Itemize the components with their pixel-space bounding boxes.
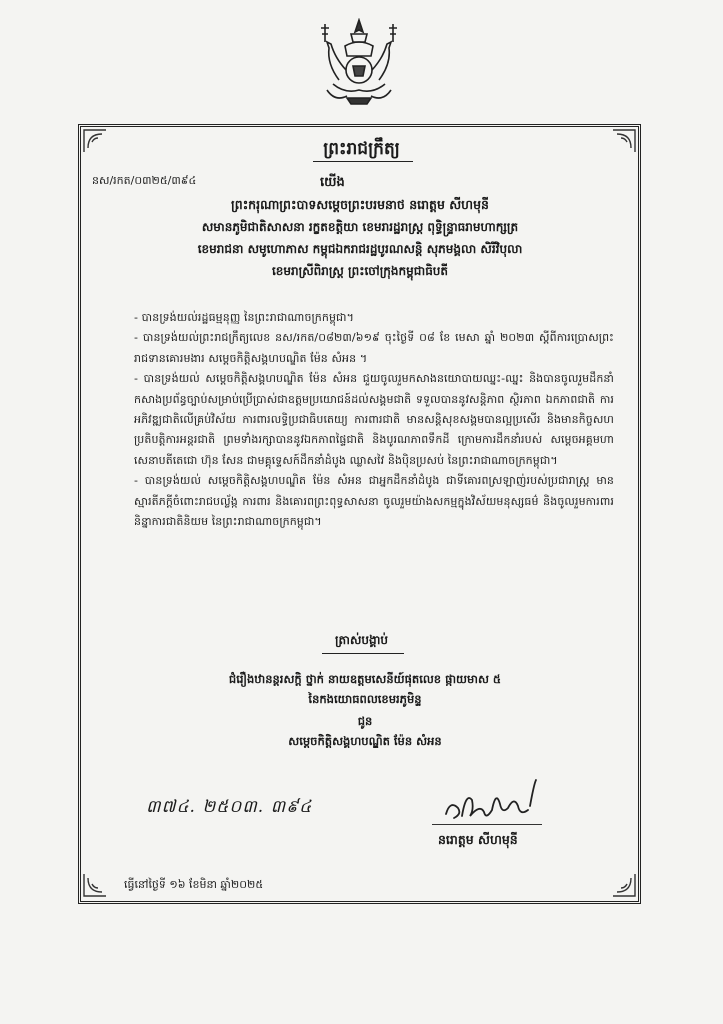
award-line-4: សម្តេចកិត្តិសង្គហបណ្ឌិត ម៉ែន សំអន: [288, 734, 442, 748]
decree-heading: ត្រាស់បង្គាប់: [334, 633, 389, 647]
consideration-item: - បានទ្រង់យល់ព្រះរាជក្រឹត្យលេខ នស/រកត/០៨២៣/៦១៩ ចុះថ្ងៃទី ០៨ ខែ មេសា ឆ្នាំ ២០២៣ ស្តីពីការប្រោសព្រះរាជទានគោរមងារ សម្តេចកិត្តិសង្គហបណ្ឌិត ម៉ែន សំអន ។: [134, 331, 614, 365]
royal-signature: [440, 770, 550, 830]
document-title: ព្រះរាជក្រឹត្យ: [323, 139, 400, 159]
royal-title-line-2: សមានភូមិជាតិសាសនា រក្ខតខត្តិយា ខេមរារដ្ឋរាស្ត្រ ពុទ្ធិន្ទ្រាធរាមហាក្សត្រ: [201, 220, 519, 234]
royal-title-line-3: ខេមរាជនា សមូហោភាស កម្ពុជឯករាជរដ្ឋបូរណសន្តិ សុភមង្គលា សិរីវិបុលា: [197, 242, 523, 256]
award-line-1: ជំរឿងឋានន្តរសក្តិ ថ្នាក់ នាយឧត្តមសេនីយ៍ផុតលេខ ផ្កាយមាស ៥: [228, 672, 502, 686]
consideration-item: - បានទ្រង់យល់ សម្តេចកិត្តិសង្គហបណ្ឌិត ម៉ែន សំអន ជាអ្នកដឹកនាំដំបូង ជាទីគោរពស្រឡាញ់របស់ប្រជារាស្ត្រ មានស្មារតីភក្តីចំពោះរាជបល្ល័ង្ក ការពារ និងគោរពព្រះពុទ្ធសាសនា ចូលរួមយ៉ាងសកម្មក្នុងវិស័យមនុស្សធម៌ និងចូលរួមការពារនិន្នាការជាតិនិយម នៃព្រះរាជាណាចក្រកម្ពុជា។: [134, 474, 614, 529]
royal-title-line-4: ខេមរាស្រីពិរាស្ត្រ ព្រះចៅក្រុងកម្ពុជាធិបតី: [271, 264, 449, 278]
award-line-3: ជូន: [357, 714, 373, 728]
signature-line: [432, 824, 542, 825]
title-underline: [313, 161, 413, 162]
royal-emblem-icon: [317, 18, 401, 106]
consideration-item: - បានទ្រង់យល់ សម្តេចកិត្តិសង្គហបណ្ឌិត ម៉ែន សំអន ជួយចូលរួមកសាងនយោបាយឈ្នះ-ឈ្នះ និងបានចូលរួមដឹកនាំកសាងប្រព័ន្ធច្បាប់សម្រាប់ប្រើប្រាស់ជាឧត្តមប្រយោជន៍ដល់សង្គមជាតិ ទទួលបាននូវសន្តិភាព ស្ថិរភាព ឯកភាពជាតិ ការអភិវឌ្ឍជាតិលើគ្រប់វិស័យ ការពារលទ្ធិប្រជាធិបតេយ្យ ការពារជាតិ មានសន្តិសុខសង្គមបានល្អប្រសើរ និងមានកិច្ចសហប្រតិបត្តិការអន្តរជាតិ ព្រមទាំងរក្សាបាននូវឯកភាពផ្ទៃជាតិ និងបូរណភាពទឹកដី ក្រោមការដឹកនាំរបស់ សម្តេចអគ្គមហាសេនាបតីតេជោ ហ៊ុន សែន ជាមគ្គុទ្ទេសក៍ដឹកនាំដំបូង ឈ្លាសវៃ និងប៉ិនប្រសប់ នៃព្រះរាជាណាចក្រកម្ពុជា។: [134, 372, 614, 467]
handwritten-date: ៣៧៤. ២៥០៣. ៣៩៤: [146, 797, 313, 817]
signer-name: នរោត្តម សីហមុនី: [438, 832, 518, 847]
corner-ornament-icon: [611, 872, 637, 898]
yeung-heading: យើង: [320, 175, 345, 190]
award-line-2: នៃកងយោធពលខេមរភូមិន្ទ: [308, 692, 422, 706]
decree-underline: [322, 653, 404, 654]
reference-number: នស/រកត/០៣២៥/៣៩៤: [92, 174, 197, 187]
corner-ornament-icon: [82, 872, 108, 898]
royal-title-line-1: ព្រះករុណាព្រះបាទសម្តេចព្រះបរមនាថ នរោត្តម សីហមុនី: [231, 197, 489, 212]
place-and-date: ធ្វើនៅថ្ងៃទី ១៦ ខែមិនា ឆ្នាំ២០២៥: [124, 878, 264, 891]
consideration-item: - បានទ្រង់យល់រដ្ឋធម្មនុញ្ញ នៃព្រះរាជាណាចក្រកម្ពុជា។: [134, 311, 354, 324]
considerations-section: [134, 308, 614, 532]
